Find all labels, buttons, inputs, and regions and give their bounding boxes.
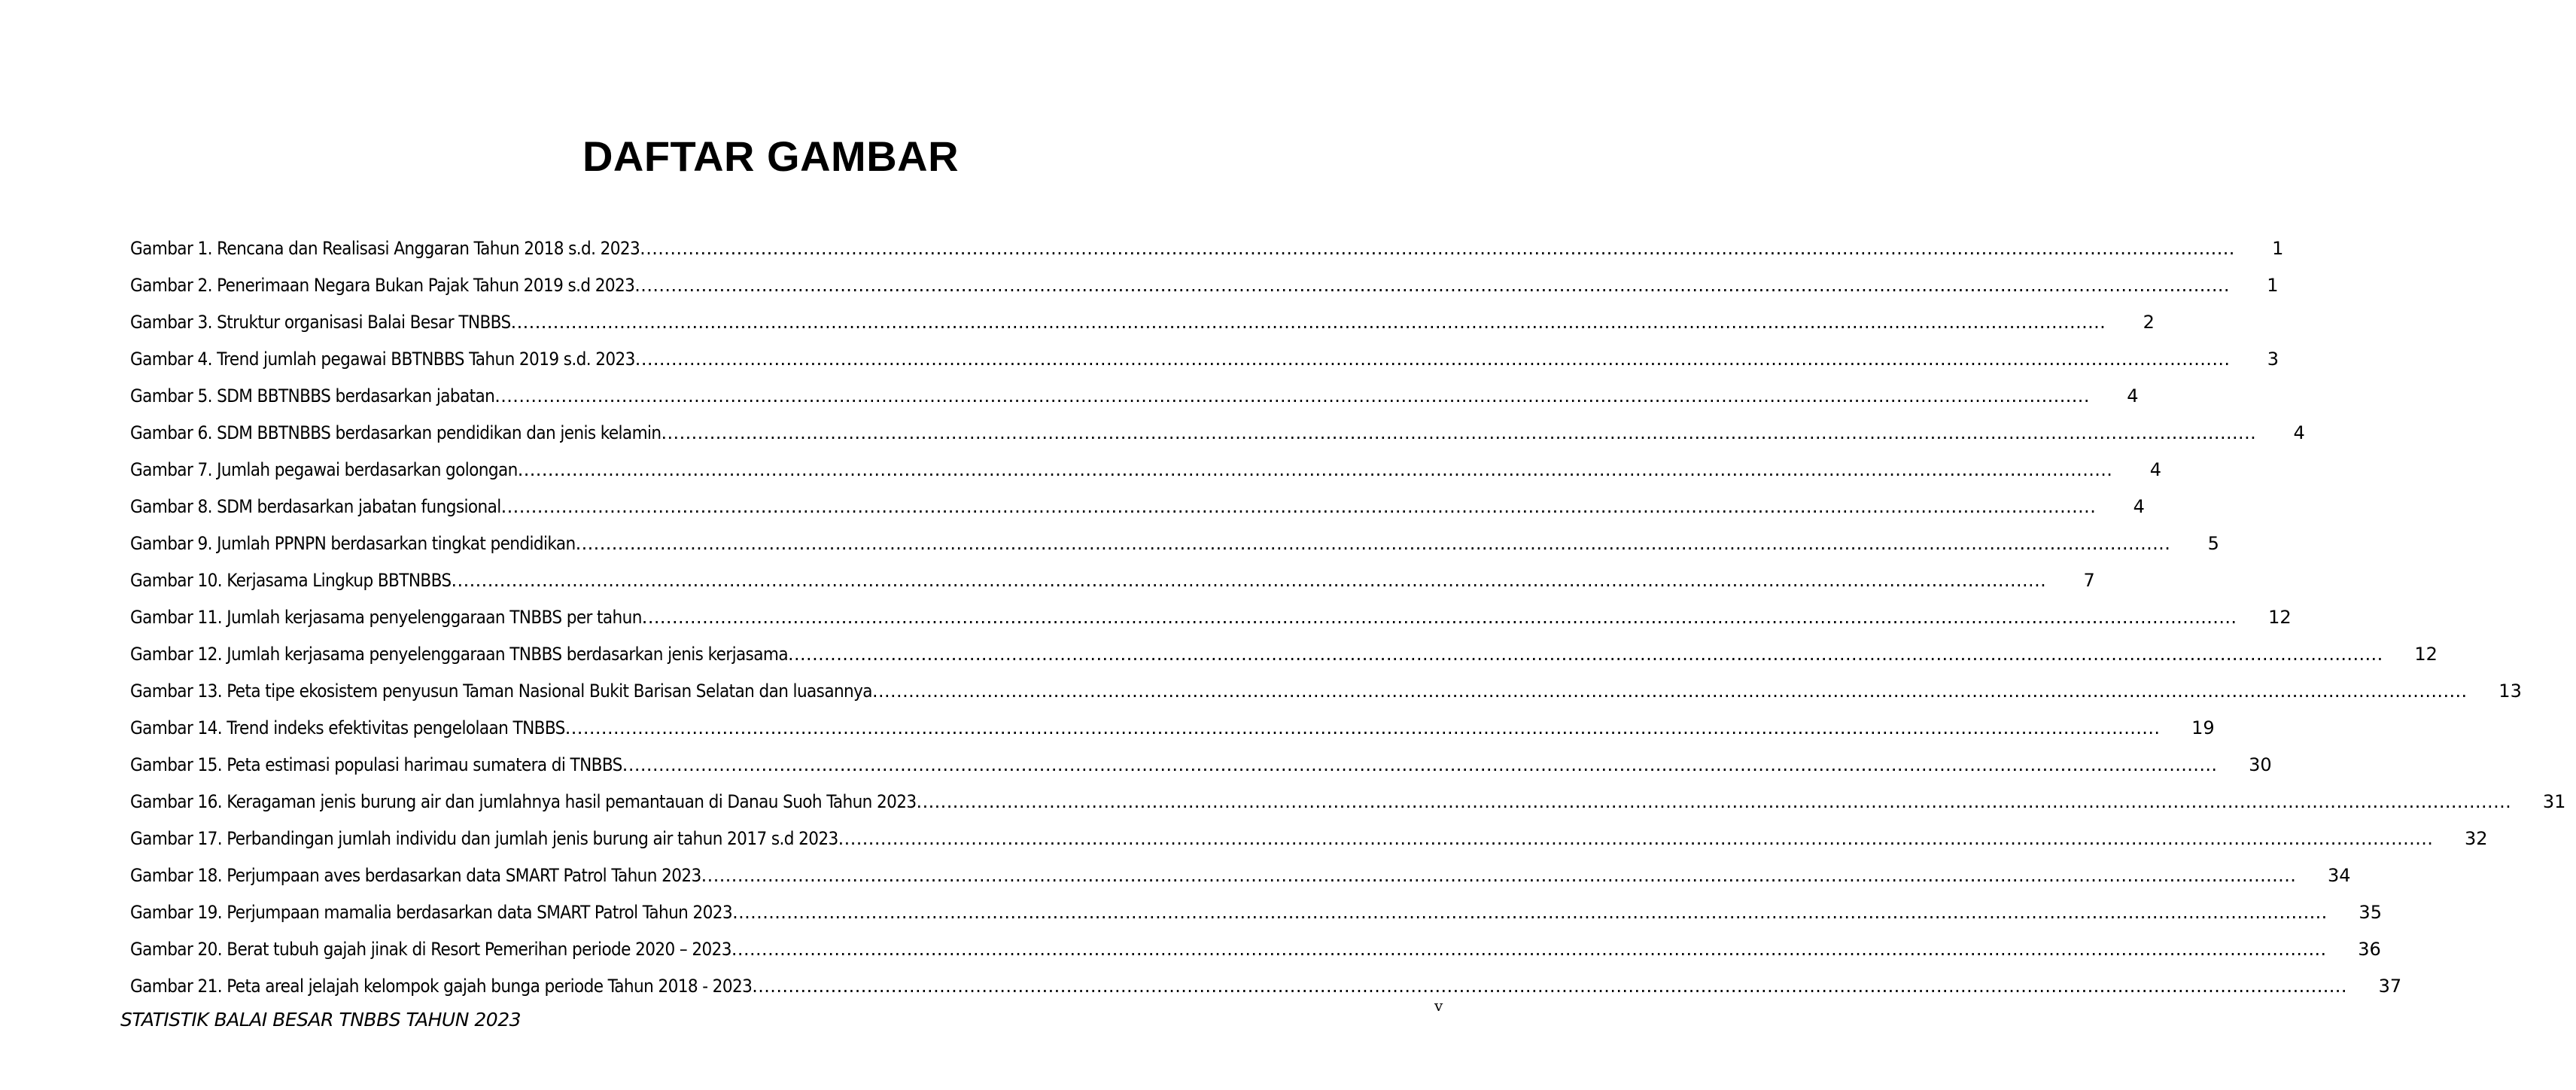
toc-entry-title: Gambar 21. Peta areal jelajah kelompok gajah bunga periode Tahun 2018 - 2023: [130, 975, 753, 997]
toc-dot-leader: [640, 238, 2235, 259]
toc-entry-page: 36: [2358, 938, 2381, 960]
toc-entry[interactable]: [130, 230, 2284, 266]
toc-entry-title: Gambar 14. Trend indeks efektivitas pengelolaan TNBBS: [130, 717, 565, 738]
toc-entry-page: 34: [2328, 864, 2351, 886]
toc-entry-page: 30: [2249, 754, 2272, 775]
toc-dot-leader: [634, 275, 2230, 296]
toc-entry[interactable]: [130, 930, 2381, 967]
toc-entry-page: 31: [2542, 790, 2566, 812]
page-number: v: [1434, 997, 1443, 1015]
toc-entry[interactable]: [130, 266, 2279, 303]
toc-entry[interactable]: [130, 598, 2292, 635]
toc-entry[interactable]: [130, 377, 2139, 414]
toc-dot-leader: [752, 976, 2347, 997]
toc-entry[interactable]: [130, 746, 2272, 783]
toc-entry-page: 32: [2465, 827, 2488, 849]
toc-entry-page: 7: [2083, 569, 2095, 591]
toc-entry-page: 1: [2272, 237, 2284, 259]
toc-entry-title: Gambar 17. Perbandingan jumlah individu dan jumlah jenis burung air tahun 2017 s.d 2023: [130, 827, 838, 849]
toc-entry[interactable]: [130, 857, 2351, 894]
toc-entry-page: 37: [2378, 975, 2402, 997]
toc-entry[interactable]: [130, 488, 2145, 525]
toc-entry-page: 4: [2149, 458, 2161, 480]
toc-entry[interactable]: [130, 525, 2219, 562]
toc-dot-leader: [452, 570, 2047, 591]
toc-entry[interactable]: [130, 414, 2305, 451]
toc-entry[interactable]: [130, 820, 2488, 857]
footer-text: STATISTIK BALAI BESAR TNBBS TAHUN 2023: [120, 1009, 522, 1031]
toc-entry-page: 12: [2268, 606, 2292, 628]
page-title: DAFTAR GAMBAR: [582, 132, 960, 180]
toc-entry-title: Gambar 16. Keragaman jenis burung air dan jumlahnya hasil pemantauan di Danau Suoh Tahun 2023: [130, 790, 917, 812]
toc-entry-page: 13: [2498, 680, 2522, 702]
toc-dot-leader: [565, 717, 2161, 738]
toc-entry-title: Gambar 18. Perjumpaan aves berdasarkan data SMART Patrol Tahun 2023: [130, 864, 701, 886]
toc-entry-page: 2: [2143, 311, 2155, 333]
toc-dot-leader: [494, 385, 2090, 406]
toc-entry-title: Gambar 10. Kerjasama Lingkup BBTNBBS: [130, 569, 452, 591]
toc-entry[interactable]: [130, 451, 2161, 488]
toc-entry[interactable]: [130, 635, 2438, 672]
toc-entry[interactable]: [130, 967, 2402, 1004]
toc-entry-title: Gambar 19. Perjumpaan mamalia berdasarkan data SMART Patrol Tahun 2023: [130, 901, 733, 923]
toc-entry-title: Gambar 12. Jumlah kerjasama penyelenggaraan TNBBS berdasarkan jenis kerjasama: [130, 643, 788, 665]
toc-entry-page: 3: [2267, 348, 2279, 370]
toc-entry-title: Gambar 3. Struktur organisasi Balai Besar TNBBS: [130, 311, 511, 333]
toc-dot-leader: [501, 496, 2097, 517]
toc-entry-title: Gambar 5. SDM BBTNBBS berdasarkan jabatan: [130, 385, 495, 406]
toc-dot-leader: [731, 939, 2327, 960]
toc-dot-leader: [635, 349, 2231, 370]
toc-entry[interactable]: [130, 562, 2095, 598]
toc-dot-leader: [788, 644, 2383, 665]
toc-entry-title: Gambar 8. SDM berdasarkan jabatan fungsional: [130, 495, 501, 517]
toc-entry[interactable]: [130, 894, 2382, 930]
toc-entry-title: Gambar 11. Jumlah kerjasama penyelenggaraan TNBBS per tahun: [130, 606, 642, 628]
toc-entry-page: 1: [2267, 274, 2279, 296]
toc-entry[interactable]: [130, 672, 2522, 709]
toc-dot-leader: [872, 680, 2468, 702]
toc-entry-title: Gambar 4. Trend jumlah pegawai BBTNBBS Tahun 2019 s.d. 2023: [130, 348, 635, 370]
toc-entry[interactable]: [130, 303, 2155, 340]
toc-dot-leader: [576, 533, 2171, 554]
toc-entry-title: Gambar 2. Penerimaan Negara Bukan Pajak Tahun 2019 s.d 2023: [130, 274, 635, 296]
toc-entry-page: 12: [2414, 643, 2438, 665]
toc-entry-page: 4: [2127, 385, 2139, 406]
toc-dot-leader: [622, 754, 2218, 775]
toc-dot-leader: [917, 791, 2512, 812]
toc-entry-page: 19: [2191, 717, 2215, 738]
toc-entry-page: 4: [2293, 422, 2305, 443]
toc-entry-title: Gambar 7. Jumlah pegawai berdasarkan golongan: [130, 458, 518, 480]
toc-dot-leader: [642, 607, 2237, 628]
toc-entry-title: Gambar 6. SDM BBTNBBS berdasarkan pendidikan dan jenis kelamin: [130, 422, 661, 443]
toc-dot-leader: [732, 902, 2328, 923]
toc-entry-title: Gambar 15. Peta estimasi populasi harimau sumatera di TNBBS: [130, 754, 622, 775]
toc-entry-title: Gambar 20. Berat tubuh gajah jinak di Resort Pemerihan periode 2020 – 2023: [130, 938, 731, 960]
toc-entry[interactable]: [130, 340, 2279, 377]
toc-entry-page: 4: [2133, 495, 2145, 517]
toc-dot-leader: [701, 865, 2297, 886]
toc-dot-leader: [838, 828, 2434, 849]
toc-entry-page: 35: [2359, 901, 2382, 923]
toc-entry-title: Gambar 13. Peta tipe ekosistem penyusun Taman Nasional Bukit Barisan Selatan dan luasannya: [130, 680, 872, 702]
toc-dot-leader: [518, 459, 2113, 480]
toc-entry[interactable]: [130, 783, 2566, 820]
toc-entry[interactable]: [130, 709, 2215, 746]
toc-entry-title: Gambar 9. Jumlah PPNPN berdasarkan tingkat pendidikan: [130, 532, 576, 554]
toc-dot-leader: [661, 422, 2257, 443]
table-of-figures: [130, 230, 2566, 1004]
toc-entry-title: Gambar 1. Rencana dan Realisasi Anggaran Tahun 2018 s.d. 2023: [130, 237, 640, 259]
toc-entry-page: 5: [2207, 532, 2219, 554]
toc-dot-leader: [511, 312, 2106, 333]
